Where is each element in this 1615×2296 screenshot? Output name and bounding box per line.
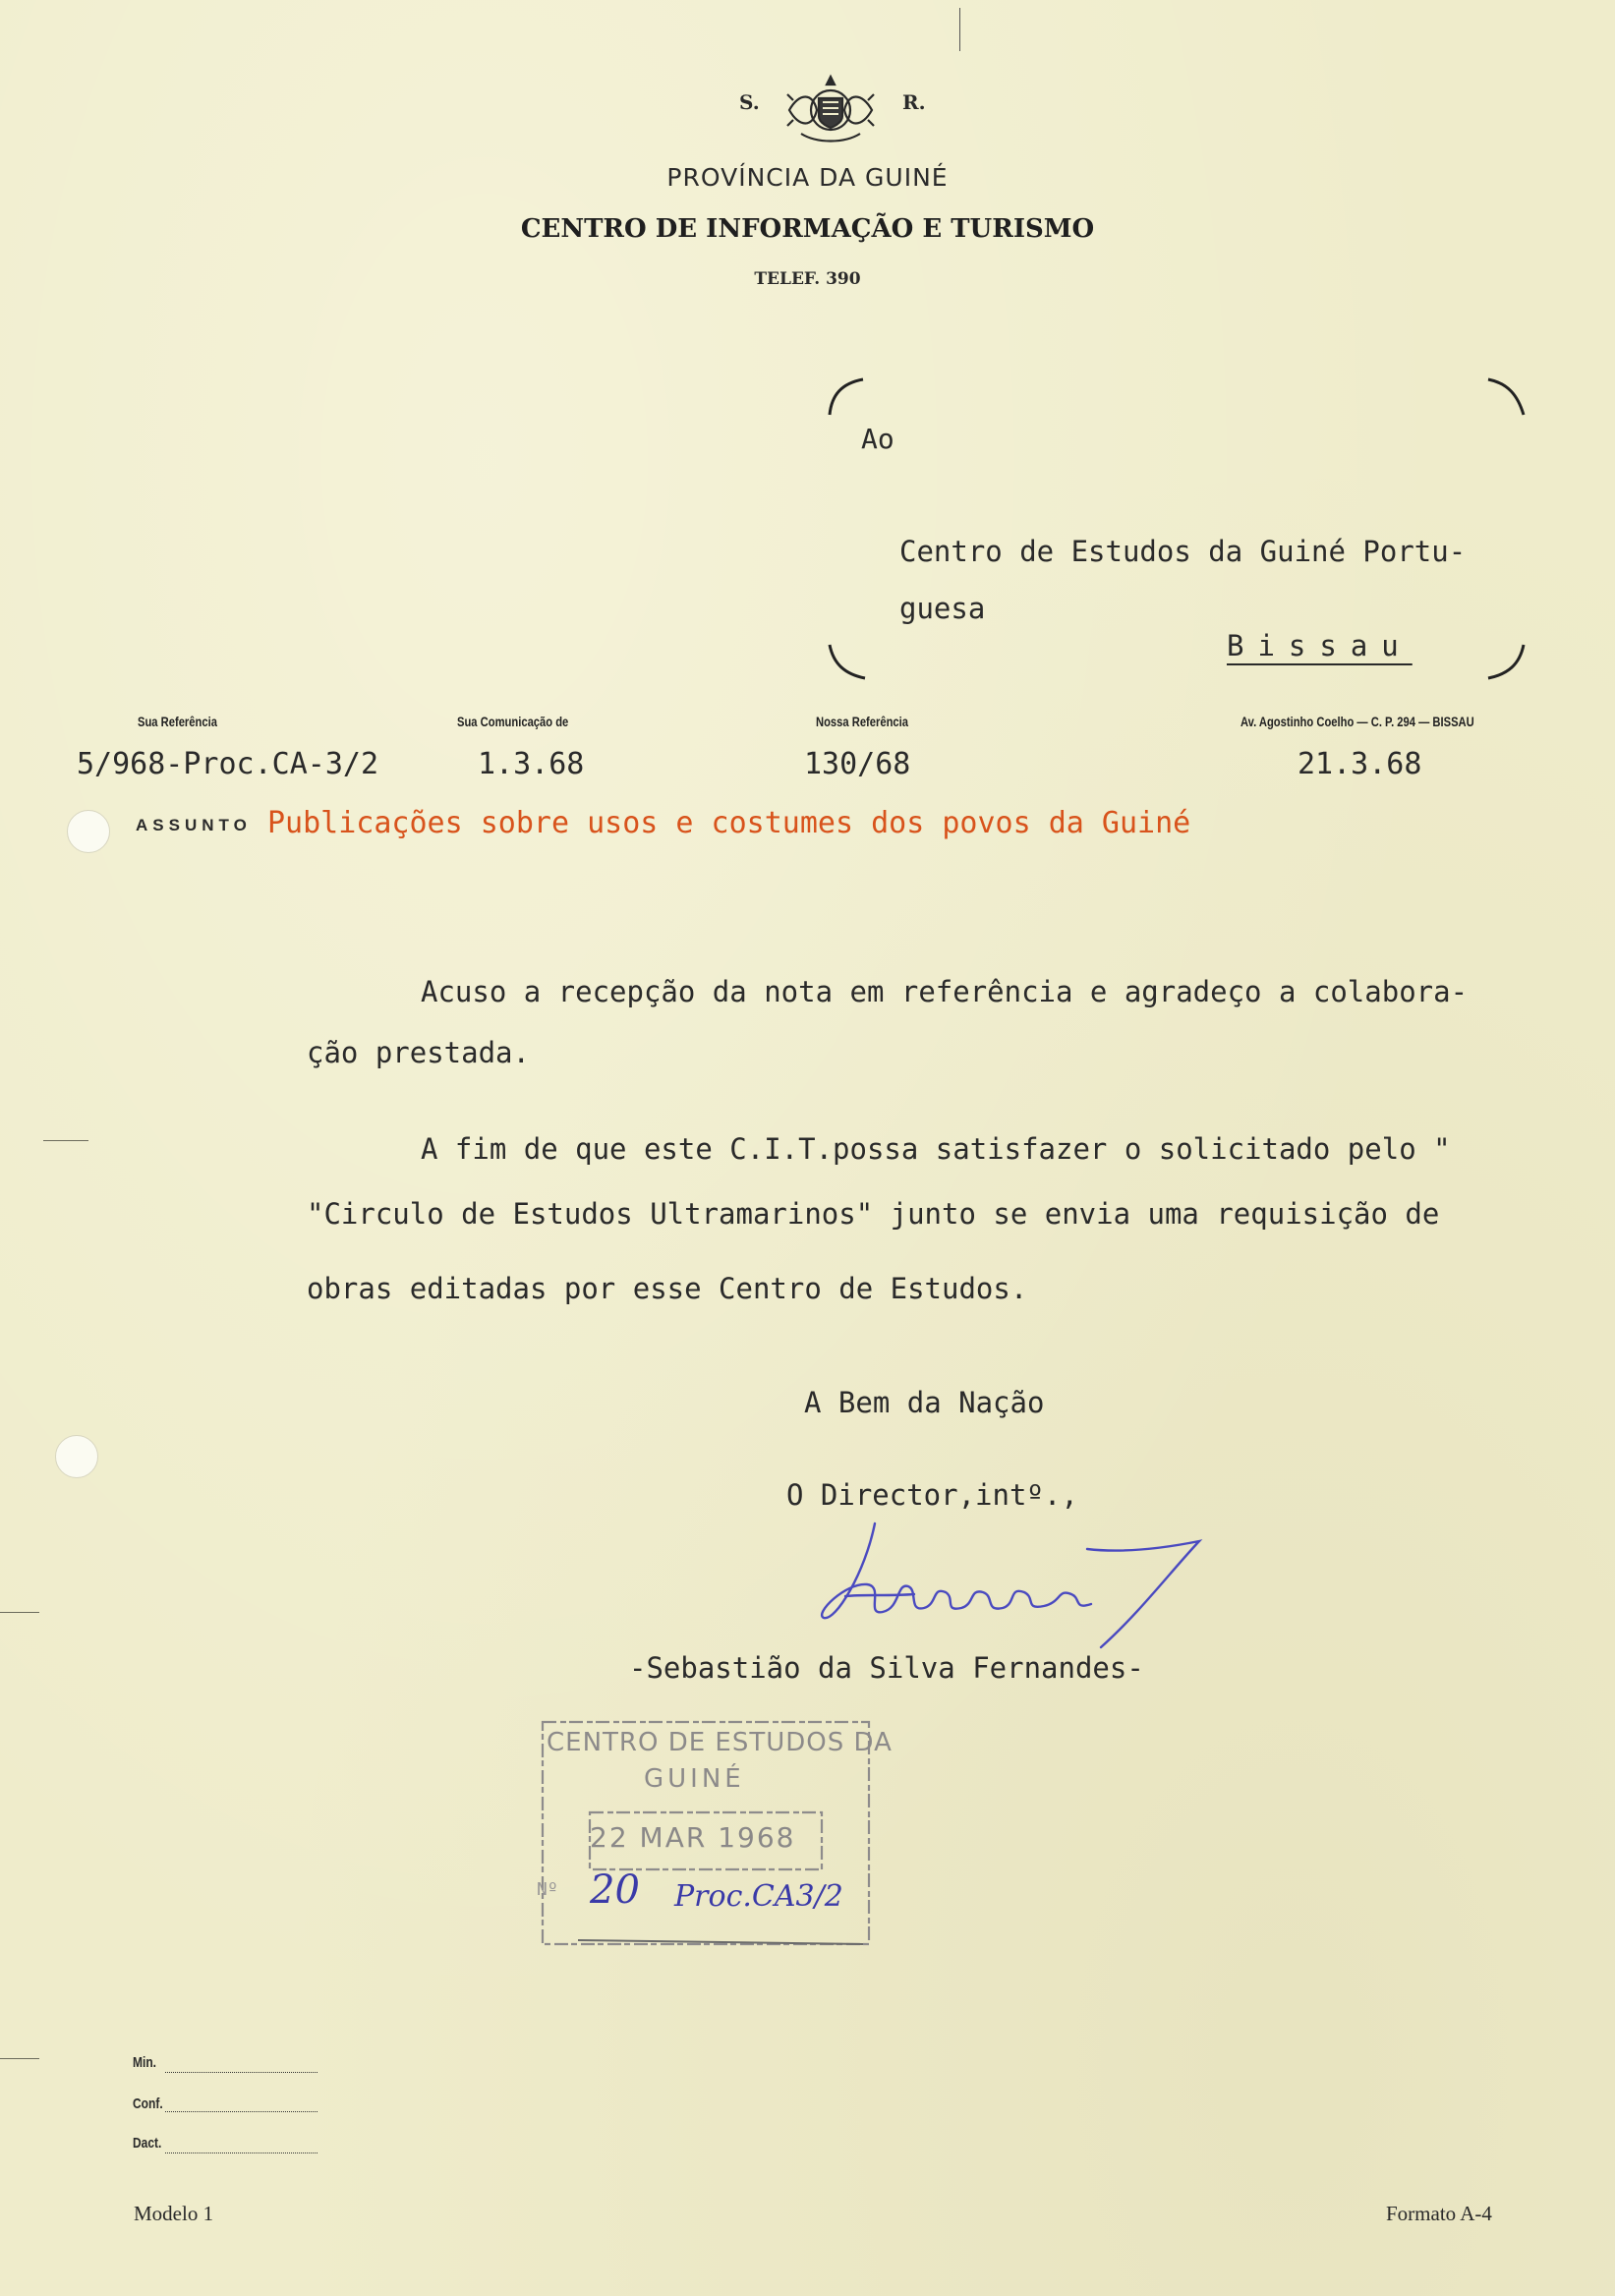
address-corner-bottom-left (826, 641, 869, 684)
stamp-line-2: GUINÉ (644, 1764, 745, 1794)
footer-model: Modelo 1 (134, 2202, 214, 2225)
label-sender-address: Av. Agostinho Coelho — C. P. 294 — BISSAU (1240, 714, 1474, 729)
recipient-city: Bissau (1227, 629, 1413, 662)
top-center-mark (959, 8, 960, 51)
form-label-dact: Dact. (133, 2135, 162, 2152)
label-our-reference: Nossa Referência (816, 714, 909, 729)
form-label-min: Min. (133, 2054, 156, 2071)
recipient-line-2: guesa (899, 592, 986, 625)
form-line-dact (165, 2152, 317, 2153)
stamp-date: 22 MAR 1968 (590, 1821, 796, 1854)
punch-hole-middle (55, 1435, 98, 1478)
form-line-min (165, 2072, 317, 2073)
address-prefix: Ao (861, 423, 894, 455)
body-paragraph-2-line-1: A fim de que este C.I.T.possa satisfazer o solicitado pelo " (421, 1132, 1451, 1166)
value-our-reference: 130/68 (804, 747, 911, 781)
fold-mark-middle (0, 1612, 39, 1613)
recipient-address (899, 523, 1548, 637)
form-line-conf (165, 2111, 317, 2112)
closing-salutation: A Bem da Nação (804, 1386, 1045, 1419)
body-paragraph-1-line-2: ção prestada. (307, 1036, 530, 1069)
address-corner-top-right (1484, 375, 1528, 419)
form-label-conf: Conf. (133, 2095, 163, 2112)
fold-mark-lower (0, 2058, 39, 2059)
coat-of-arms-icon (783, 71, 878, 147)
letterhead-left-mark: S. (739, 90, 760, 114)
body-paragraph-2-line-3: obras editadas por esse Centro de Estudos. (307, 1272, 1028, 1305)
address-corner-top-left (826, 375, 869, 419)
signer-title: O Director,intº., (786, 1478, 1078, 1512)
body-paragraph-2-line-2: "Circulo de Estudos Ultramarinos" junto se envia uma requisição de (307, 1197, 1440, 1231)
signer-name: -Sebastião da Silva Fernandes- (629, 1651, 1144, 1685)
stamp-line-1: CENTRO DE ESTUDOS DA (547, 1728, 893, 1757)
value-your-communication: 1.3.68 (478, 747, 585, 781)
stamp-handwritten-number: 20 (590, 1867, 640, 1913)
value-date: 21.3.68 (1298, 747, 1422, 781)
recipient-line-1: Centro de Estudos da Guiné Portu- (899, 535, 1467, 568)
organization-heading: CENTRO DE INFORMAÇÃO E TURISMO (520, 214, 1095, 244)
address-corner-bottom-right (1484, 641, 1528, 684)
body-paragraph-1-line-1: Acuso a recepção da nota em referência e agradeço a colabora- (421, 975, 1469, 1008)
subject-label: ASSUNTO (136, 816, 252, 834)
punch-hole-top (67, 810, 110, 853)
letterhead-right-mark: R. (902, 90, 926, 114)
subject-text: Publicações sobre usos e costumes dos povos da Guiné (267, 806, 1191, 840)
stamp-handwritten-process: Proc.CA3/2 (674, 1879, 843, 1914)
telephone-line: TELEF. 390 (754, 269, 861, 289)
label-your-reference: Sua Referência (138, 714, 217, 729)
handwritten-signature (806, 1514, 1219, 1651)
stamp-number-label: Nº (537, 1879, 558, 1900)
label-your-communication: Sua Comunicação de (457, 714, 569, 729)
fold-mark-upper (43, 1140, 88, 1141)
footer-format: Formato A-4 (1386, 2202, 1492, 2225)
value-your-reference: 5/968-Proc.CA-3/2 (77, 747, 379, 781)
province-heading: PROVÍNCIA DA GUINÉ (666, 163, 949, 192)
